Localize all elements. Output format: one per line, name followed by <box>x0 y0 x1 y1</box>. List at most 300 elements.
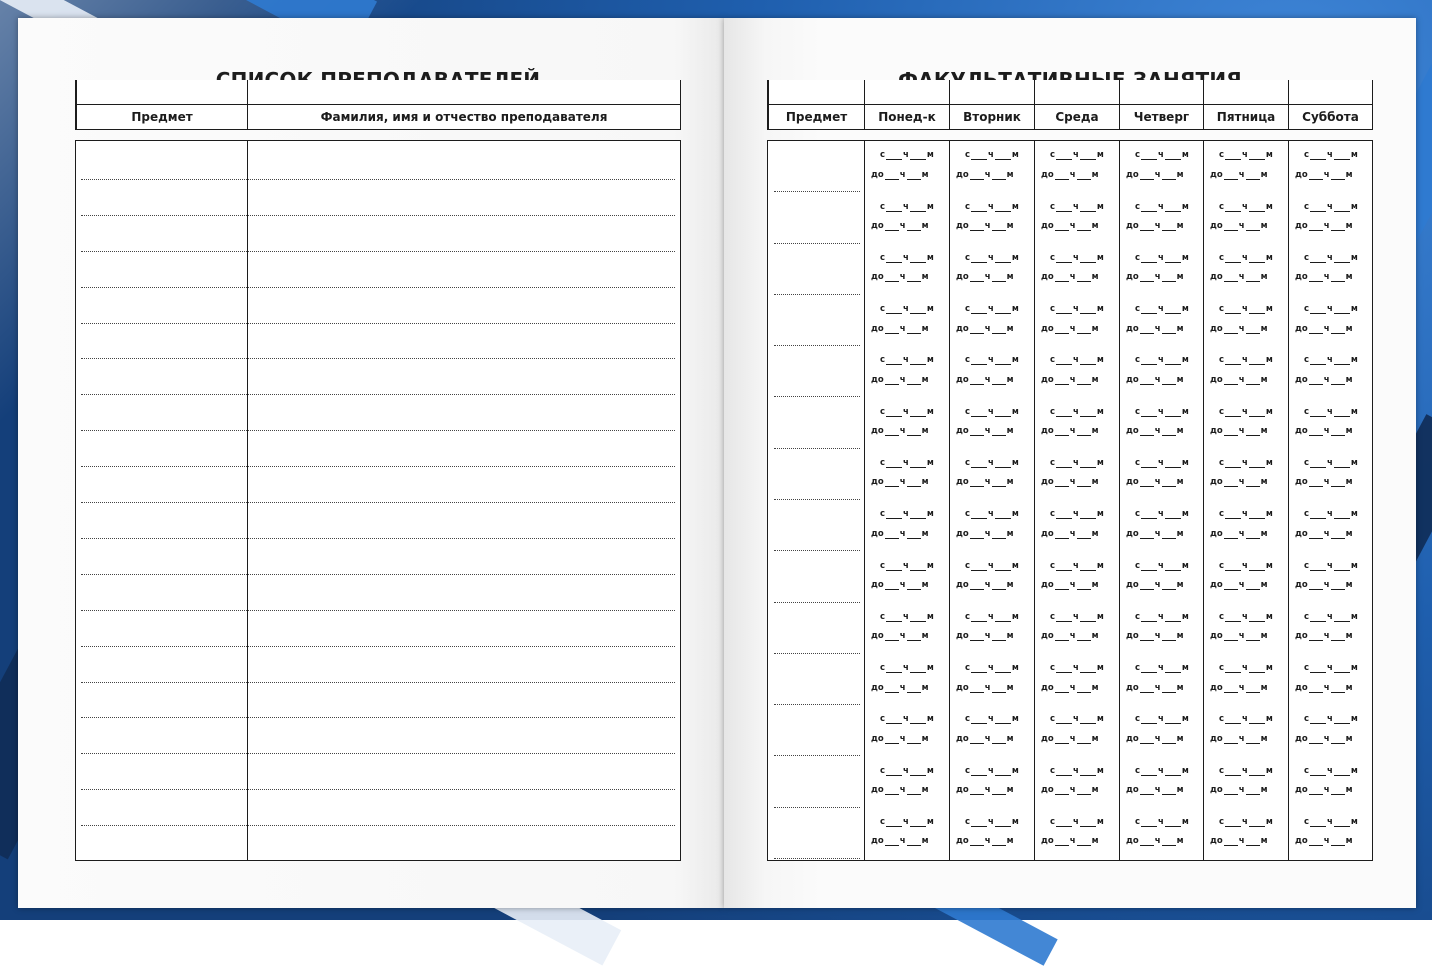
end-time-slot[interactable] <box>956 375 1014 385</box>
end-time-slot[interactable] <box>1210 683 1268 693</box>
hour-blank[interactable] <box>1140 735 1154 744</box>
hour-blank[interactable] <box>1309 325 1323 334</box>
start-time-slot[interactable] <box>965 202 1019 212</box>
end-time-slot[interactable] <box>1210 785 1268 795</box>
minute-blank[interactable] <box>1165 562 1181 571</box>
hour-blank[interactable] <box>1055 581 1069 590</box>
hour-blank[interactable] <box>1056 715 1072 724</box>
hour-blank[interactable] <box>971 510 987 519</box>
hour-blank[interactable] <box>1310 305 1326 314</box>
minute-blank[interactable] <box>1249 613 1265 622</box>
start-time-slot[interactable] <box>880 509 934 519</box>
minute-blank[interactable] <box>1246 376 1260 385</box>
teacher-entry-line[interactable] <box>81 430 675 431</box>
minute-blank[interactable] <box>907 632 921 641</box>
start-time-slot[interactable] <box>1050 304 1104 314</box>
start-time-slot[interactable] <box>1304 202 1358 212</box>
minute-blank[interactable] <box>1080 254 1096 263</box>
end-time-slot[interactable] <box>1295 375 1353 385</box>
start-time-slot[interactable] <box>1304 253 1358 263</box>
end-time-slot[interactable] <box>1295 170 1353 180</box>
start-time-slot[interactable] <box>1304 509 1358 519</box>
minute-blank[interactable] <box>907 786 921 795</box>
minute-blank[interactable] <box>1080 613 1096 622</box>
end-time-slot[interactable] <box>1295 580 1353 590</box>
end-time-slot[interactable] <box>1126 683 1184 693</box>
minute-blank[interactable] <box>1080 510 1096 519</box>
minute-blank[interactable] <box>1334 254 1350 263</box>
minute-blank[interactable] <box>1249 459 1265 468</box>
start-time-slot[interactable] <box>880 561 934 571</box>
end-time-slot[interactable] <box>871 580 929 590</box>
end-time-slot[interactable] <box>956 426 1014 436</box>
end-time-slot[interactable] <box>1126 477 1184 487</box>
minute-blank[interactable] <box>1162 786 1176 795</box>
start-time-slot[interactable] <box>1135 612 1189 622</box>
end-time-slot[interactable] <box>956 324 1014 334</box>
start-time-slot[interactable] <box>1050 253 1104 263</box>
end-time-slot[interactable] <box>1126 170 1184 180</box>
start-time-slot[interactable] <box>1304 304 1358 314</box>
minute-blank[interactable] <box>1080 818 1096 827</box>
hour-blank[interactable] <box>1309 222 1323 231</box>
end-time-slot[interactable] <box>871 836 929 846</box>
hour-blank[interactable] <box>885 786 899 795</box>
minute-blank[interactable] <box>907 325 921 334</box>
minute-blank[interactable] <box>1331 171 1345 180</box>
hour-blank[interactable] <box>1140 581 1154 590</box>
hour-blank[interactable] <box>1140 273 1154 282</box>
minute-blank[interactable] <box>1249 305 1265 314</box>
minute-blank[interactable] <box>1165 767 1181 776</box>
end-time-slot[interactable] <box>1126 221 1184 231</box>
minute-blank[interactable] <box>1162 684 1176 693</box>
minute-blank[interactable] <box>1331 478 1345 487</box>
hour-blank[interactable] <box>1225 305 1241 314</box>
minute-blank[interactable] <box>910 151 926 160</box>
hour-blank[interactable] <box>970 530 984 539</box>
start-time-slot[interactable] <box>1135 407 1189 417</box>
end-time-slot[interactable] <box>1210 272 1268 282</box>
hour-blank[interactable] <box>1225 203 1241 212</box>
minute-blank[interactable] <box>1080 562 1096 571</box>
minute-blank[interactable] <box>1249 510 1265 519</box>
hour-blank[interactable] <box>970 171 984 180</box>
hour-blank[interactable] <box>886 767 902 776</box>
teacher-entry-line[interactable] <box>81 394 675 395</box>
hour-blank[interactable] <box>1309 376 1323 385</box>
hour-blank[interactable] <box>1309 427 1323 436</box>
minute-blank[interactable] <box>1246 427 1260 436</box>
minute-blank[interactable] <box>907 735 921 744</box>
end-time-slot[interactable] <box>871 324 929 334</box>
start-time-slot[interactable] <box>880 150 934 160</box>
end-time-slot[interactable] <box>1210 836 1268 846</box>
hour-blank[interactable] <box>1225 767 1241 776</box>
end-time-slot[interactable] <box>1210 324 1268 334</box>
start-time-slot[interactable] <box>880 253 934 263</box>
hour-blank[interactable] <box>971 818 987 827</box>
minute-blank[interactable] <box>992 273 1006 282</box>
hour-blank[interactable] <box>885 171 899 180</box>
hour-blank[interactable] <box>1225 356 1241 365</box>
start-time-slot[interactable] <box>1050 202 1104 212</box>
hour-blank[interactable] <box>1225 613 1241 622</box>
minute-blank[interactable] <box>995 459 1011 468</box>
start-time-slot[interactable] <box>965 663 1019 673</box>
start-time-slot[interactable] <box>965 150 1019 160</box>
minute-blank[interactable] <box>1249 664 1265 673</box>
hour-blank[interactable] <box>1309 786 1323 795</box>
hour-blank[interactable] <box>1224 786 1238 795</box>
minute-blank[interactable] <box>995 151 1011 160</box>
end-time-slot[interactable] <box>1041 426 1099 436</box>
minute-blank[interactable] <box>1331 427 1345 436</box>
minute-blank[interactable] <box>1331 632 1345 641</box>
minute-blank[interactable] <box>1162 735 1176 744</box>
hour-blank[interactable] <box>1225 818 1241 827</box>
minute-blank[interactable] <box>1165 664 1181 673</box>
hour-blank[interactable] <box>971 203 987 212</box>
minute-blank[interactable] <box>1165 305 1181 314</box>
minute-blank[interactable] <box>1246 581 1260 590</box>
minute-blank[interactable] <box>910 613 926 622</box>
minute-blank[interactable] <box>1077 273 1091 282</box>
hour-blank[interactable] <box>1310 151 1326 160</box>
minute-blank[interactable] <box>1331 273 1345 282</box>
hour-blank[interactable] <box>970 581 984 590</box>
hour-blank[interactable] <box>1140 684 1154 693</box>
hour-blank[interactable] <box>1309 735 1323 744</box>
hour-blank[interactable] <box>970 786 984 795</box>
end-time-slot[interactable] <box>871 785 929 795</box>
end-time-slot[interactable] <box>956 734 1014 744</box>
hour-blank[interactable] <box>1141 151 1157 160</box>
hour-blank[interactable] <box>1310 664 1326 673</box>
teacher-entry-line[interactable] <box>81 717 675 718</box>
hour-blank[interactable] <box>886 510 902 519</box>
minute-blank[interactable] <box>1249 254 1265 263</box>
end-time-slot[interactable] <box>1126 375 1184 385</box>
hour-blank[interactable] <box>1310 408 1326 417</box>
hour-blank[interactable] <box>1224 376 1238 385</box>
minute-blank[interactable] <box>995 818 1011 827</box>
hour-blank[interactable] <box>885 530 899 539</box>
start-time-slot[interactable] <box>1219 509 1273 519</box>
minute-blank[interactable] <box>1249 151 1265 160</box>
start-time-slot[interactable] <box>1135 663 1189 673</box>
end-time-slot[interactable] <box>1210 529 1268 539</box>
hour-blank[interactable] <box>1309 581 1323 590</box>
start-time-slot[interactable] <box>1304 561 1358 571</box>
start-time-slot[interactable] <box>965 407 1019 417</box>
hour-blank[interactable] <box>1056 254 1072 263</box>
minute-blank[interactable] <box>992 837 1006 846</box>
hour-blank[interactable] <box>1141 203 1157 212</box>
hour-blank[interactable] <box>1141 356 1157 365</box>
minute-blank[interactable] <box>1331 376 1345 385</box>
minute-blank[interactable] <box>1334 715 1350 724</box>
minute-blank[interactable] <box>995 767 1011 776</box>
end-time-slot[interactable] <box>1295 785 1353 795</box>
start-time-slot[interactable] <box>1304 407 1358 417</box>
teacher-entry-line[interactable] <box>81 502 675 503</box>
start-time-slot[interactable] <box>1219 663 1273 673</box>
hour-blank[interactable] <box>885 837 899 846</box>
end-time-slot[interactable] <box>1041 529 1099 539</box>
start-time-slot[interactable] <box>880 407 934 417</box>
hour-blank[interactable] <box>1224 427 1238 436</box>
minute-blank[interactable] <box>1080 459 1096 468</box>
start-time-slot[interactable] <box>1050 150 1104 160</box>
end-time-slot[interactable] <box>1041 631 1099 641</box>
minute-blank[interactable] <box>1162 376 1176 385</box>
end-time-slot[interactable] <box>956 272 1014 282</box>
end-time-slot[interactable] <box>956 580 1014 590</box>
hour-blank[interactable] <box>1310 356 1326 365</box>
hour-blank[interactable] <box>885 222 899 231</box>
minute-blank[interactable] <box>1077 684 1091 693</box>
hour-blank[interactable] <box>1224 222 1238 231</box>
hour-blank[interactable] <box>1056 767 1072 776</box>
end-time-slot[interactable] <box>1295 734 1353 744</box>
hour-blank[interactable] <box>1140 837 1154 846</box>
minute-blank[interactable] <box>1246 837 1260 846</box>
hour-blank[interactable] <box>970 478 984 487</box>
minute-blank[interactable] <box>995 664 1011 673</box>
start-time-slot[interactable] <box>1050 714 1104 724</box>
minute-blank[interactable] <box>992 632 1006 641</box>
minute-blank[interactable] <box>992 530 1006 539</box>
minute-blank[interactable] <box>1334 408 1350 417</box>
hour-blank[interactable] <box>1055 735 1069 744</box>
start-time-slot[interactable] <box>965 458 1019 468</box>
hour-blank[interactable] <box>970 427 984 436</box>
end-time-slot[interactable] <box>956 529 1014 539</box>
minute-blank[interactable] <box>910 818 926 827</box>
minute-blank[interactable] <box>1246 171 1260 180</box>
hour-blank[interactable] <box>971 562 987 571</box>
end-time-slot[interactable] <box>1041 683 1099 693</box>
minute-blank[interactable] <box>910 203 926 212</box>
end-time-slot[interactable] <box>1210 221 1268 231</box>
minute-blank[interactable] <box>1080 151 1096 160</box>
hour-blank[interactable] <box>1055 478 1069 487</box>
start-time-slot[interactable] <box>880 355 934 365</box>
hour-blank[interactable] <box>1224 684 1238 693</box>
start-time-slot[interactable] <box>1219 407 1273 417</box>
hour-blank[interactable] <box>1141 408 1157 417</box>
minute-blank[interactable] <box>907 171 921 180</box>
hour-blank[interactable] <box>971 715 987 724</box>
end-time-slot[interactable] <box>1126 734 1184 744</box>
hour-blank[interactable] <box>1140 222 1154 231</box>
end-time-slot[interactable] <box>956 836 1014 846</box>
minute-blank[interactable] <box>910 254 926 263</box>
hour-blank[interactable] <box>970 222 984 231</box>
start-time-slot[interactable] <box>1050 663 1104 673</box>
end-time-slot[interactable] <box>1126 580 1184 590</box>
minute-blank[interactable] <box>1334 151 1350 160</box>
hour-blank[interactable] <box>1055 530 1069 539</box>
hour-blank[interactable] <box>885 427 899 436</box>
minute-blank[interactable] <box>1165 613 1181 622</box>
minute-blank[interactable] <box>1162 222 1176 231</box>
hour-blank[interactable] <box>886 664 902 673</box>
start-time-slot[interactable] <box>1219 766 1273 776</box>
end-time-slot[interactable] <box>871 631 929 641</box>
hour-blank[interactable] <box>886 151 902 160</box>
minute-blank[interactable] <box>1246 786 1260 795</box>
minute-blank[interactable] <box>1246 684 1260 693</box>
minute-blank[interactable] <box>1331 786 1345 795</box>
start-time-slot[interactable] <box>1135 766 1189 776</box>
hour-blank[interactable] <box>1055 684 1069 693</box>
minute-blank[interactable] <box>992 376 1006 385</box>
start-time-slot[interactable] <box>1135 202 1189 212</box>
end-time-slot[interactable] <box>871 221 929 231</box>
hour-blank[interactable] <box>1140 427 1154 436</box>
end-time-slot[interactable] <box>1126 272 1184 282</box>
end-time-slot[interactable] <box>1295 836 1353 846</box>
start-time-slot[interactable] <box>880 304 934 314</box>
start-time-slot[interactable] <box>1304 714 1358 724</box>
hour-blank[interactable] <box>1309 632 1323 641</box>
start-time-slot[interactable] <box>1219 202 1273 212</box>
end-time-slot[interactable] <box>1126 324 1184 334</box>
minute-blank[interactable] <box>910 305 926 314</box>
minute-blank[interactable] <box>1077 786 1091 795</box>
end-time-slot[interactable] <box>1041 272 1099 282</box>
start-time-slot[interactable] <box>880 202 934 212</box>
minute-blank[interactable] <box>995 356 1011 365</box>
minute-blank[interactable] <box>1162 530 1176 539</box>
teacher-entry-line[interactable] <box>81 251 675 252</box>
hour-blank[interactable] <box>1310 715 1326 724</box>
hour-blank[interactable] <box>1224 581 1238 590</box>
hour-blank[interactable] <box>1056 510 1072 519</box>
minute-blank[interactable] <box>1246 222 1260 231</box>
end-time-slot[interactable] <box>871 477 929 487</box>
minute-blank[interactable] <box>1080 305 1096 314</box>
start-time-slot[interactable] <box>1304 150 1358 160</box>
minute-blank[interactable] <box>907 684 921 693</box>
minute-blank[interactable] <box>992 684 1006 693</box>
end-time-slot[interactable] <box>1041 477 1099 487</box>
hour-blank[interactable] <box>1141 254 1157 263</box>
minute-blank[interactable] <box>1246 325 1260 334</box>
minute-blank[interactable] <box>1334 818 1350 827</box>
hour-blank[interactable] <box>1055 325 1069 334</box>
minute-blank[interactable] <box>1331 581 1345 590</box>
hour-blank[interactable] <box>1140 325 1154 334</box>
hour-blank[interactable] <box>1309 478 1323 487</box>
hour-blank[interactable] <box>1056 459 1072 468</box>
teacher-entry-line[interactable] <box>81 610 675 611</box>
start-time-slot[interactable] <box>1050 561 1104 571</box>
hour-blank[interactable] <box>1056 818 1072 827</box>
minute-blank[interactable] <box>992 171 1006 180</box>
teacher-entry-line[interactable] <box>81 789 675 790</box>
hour-blank[interactable] <box>1225 664 1241 673</box>
minute-blank[interactable] <box>995 203 1011 212</box>
minute-blank[interactable] <box>910 664 926 673</box>
end-time-slot[interactable] <box>1210 375 1268 385</box>
end-time-slot[interactable] <box>871 683 929 693</box>
end-time-slot[interactable] <box>1295 221 1353 231</box>
minute-blank[interactable] <box>1165 151 1181 160</box>
minute-blank[interactable] <box>1334 767 1350 776</box>
end-time-slot[interactable] <box>1126 631 1184 641</box>
hour-blank[interactable] <box>886 459 902 468</box>
start-time-slot[interactable] <box>965 612 1019 622</box>
hour-blank[interactable] <box>1056 562 1072 571</box>
minute-blank[interactable] <box>1249 767 1265 776</box>
start-time-slot[interactable] <box>1135 304 1189 314</box>
hour-blank[interactable] <box>1225 715 1241 724</box>
teacher-entry-line[interactable] <box>81 179 675 180</box>
end-time-slot[interactable] <box>1041 734 1099 744</box>
start-time-slot[interactable] <box>1050 407 1104 417</box>
hour-blank[interactable] <box>1141 613 1157 622</box>
minute-blank[interactable] <box>1246 478 1260 487</box>
end-time-slot[interactable] <box>1210 426 1268 436</box>
minute-blank[interactable] <box>995 613 1011 622</box>
hour-blank[interactable] <box>1056 151 1072 160</box>
minute-blank[interactable] <box>1077 735 1091 744</box>
hour-blank[interactable] <box>1140 786 1154 795</box>
start-time-slot[interactable] <box>965 355 1019 365</box>
end-time-slot[interactable] <box>1126 426 1184 436</box>
end-time-slot[interactable] <box>871 375 929 385</box>
hour-blank[interactable] <box>970 632 984 641</box>
minute-blank[interactable] <box>1162 632 1176 641</box>
end-time-slot[interactable] <box>1295 477 1353 487</box>
minute-blank[interactable] <box>1162 478 1176 487</box>
hour-blank[interactable] <box>1225 562 1241 571</box>
minute-blank[interactable] <box>1165 203 1181 212</box>
end-time-slot[interactable] <box>871 529 929 539</box>
end-time-slot[interactable] <box>1295 631 1353 641</box>
minute-blank[interactable] <box>1080 356 1096 365</box>
minute-blank[interactable] <box>1334 562 1350 571</box>
minute-blank[interactable] <box>1080 203 1096 212</box>
start-time-slot[interactable] <box>1304 817 1358 827</box>
end-time-slot[interactable] <box>1126 836 1184 846</box>
minute-blank[interactable] <box>1077 427 1091 436</box>
minute-blank[interactable] <box>1162 427 1176 436</box>
minute-blank[interactable] <box>1077 837 1091 846</box>
start-time-slot[interactable] <box>1135 355 1189 365</box>
minute-blank[interactable] <box>1077 171 1091 180</box>
hour-blank[interactable] <box>1224 837 1238 846</box>
minute-blank[interactable] <box>907 273 921 282</box>
minute-blank[interactable] <box>1334 305 1350 314</box>
start-time-slot[interactable] <box>965 509 1019 519</box>
minute-blank[interactable] <box>992 786 1006 795</box>
start-time-slot[interactable] <box>1304 663 1358 673</box>
hour-blank[interactable] <box>1310 254 1326 263</box>
end-time-slot[interactable] <box>1126 785 1184 795</box>
hour-blank[interactable] <box>885 581 899 590</box>
hour-blank[interactable] <box>970 273 984 282</box>
hour-blank[interactable] <box>1140 530 1154 539</box>
start-time-slot[interactable] <box>1050 509 1104 519</box>
start-time-slot[interactable] <box>880 663 934 673</box>
start-time-slot[interactable] <box>965 817 1019 827</box>
minute-blank[interactable] <box>1077 581 1091 590</box>
hour-blank[interactable] <box>971 408 987 417</box>
